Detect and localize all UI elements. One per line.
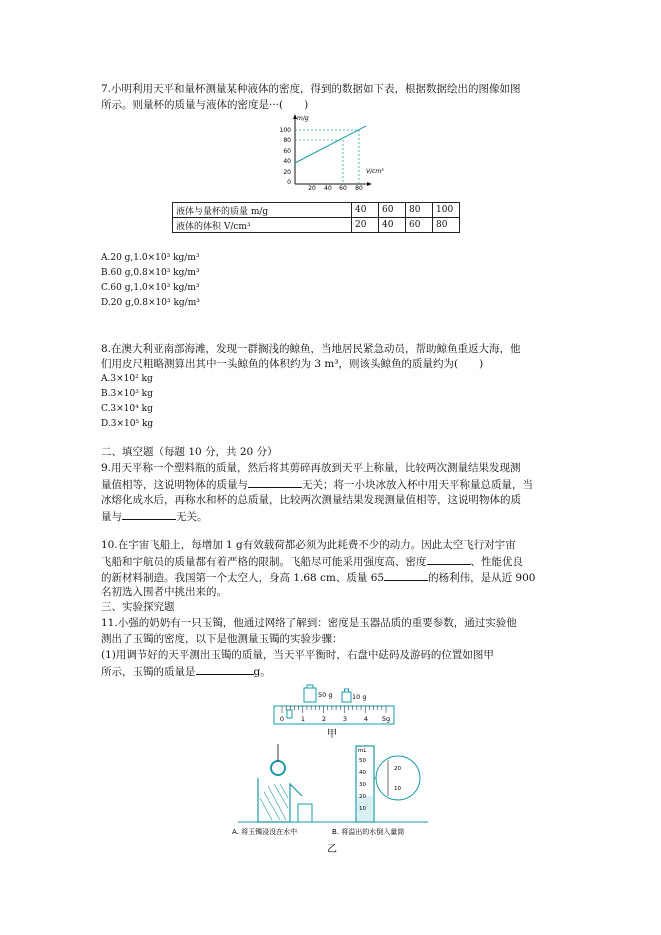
q10-line3-text-b: 的杨利伟，是从近 900 [428, 572, 536, 584]
table-cell: 80 [406, 203, 433, 218]
figure-yi-caption: 乙 [327, 844, 337, 855]
q9-line2-text-a: 量值相等，这说明物体的质量与 [101, 479, 248, 491]
y-tick: 60 [283, 148, 291, 155]
q10-line3-text-a: 的新材料制造。我国第一个太空人，身高 1.68 cm、质量 65 [101, 572, 385, 584]
small-beaker [298, 804, 312, 822]
q11-line4-text-b: g。 [253, 666, 271, 678]
figure-jia [270, 680, 400, 740]
ruler-ticks [282, 706, 386, 713]
table-cell: 液体与量杯的质量 m/g [173, 203, 352, 218]
y-axis-label: m/g [297, 115, 309, 122]
weight-50g-label: 50 g [318, 691, 333, 699]
q11-blank-1[interactable] [196, 664, 254, 675]
figure-yi-caption-a: A. 将玉镯浸没在水中 [232, 828, 298, 836]
q8-line1: 8.在澳大利亚南部海滩，发现一群搁浅的鲸鱼，当地居民紧急动员，帮助鲸鱼重返大海，他 [101, 343, 521, 355]
q10-line2 [101, 554, 523, 569]
q8-option-d: D.3×10⁵ kg [101, 419, 154, 429]
q10-line1: 10.在宇宙飞船上，每增加 1 g有效载荷都必须为此耗费不少的动力。因此太空飞行对宇宙 [101, 539, 516, 551]
ruler-rider [287, 710, 292, 718]
data-line [295, 126, 366, 163]
weight-10g [342, 692, 351, 702]
figure-jia-caption: 甲 [327, 729, 337, 740]
q10-line4: 名初选入围者中挑出来的。 [101, 586, 227, 598]
zoom-tick: 20 [394, 766, 401, 772]
ruler-tick-label: 0 [279, 715, 285, 723]
weight-50g-knob [307, 685, 313, 688]
table-row [173, 218, 460, 233]
cylinder-tick: 20 [359, 794, 366, 800]
cylinder-tick: 10 [359, 806, 366, 812]
q7-graph [270, 112, 400, 192]
table-cell: 液体的体积 V/cm³ [173, 218, 352, 233]
cylinder-tick: 40 [359, 770, 366, 776]
weight-50g [304, 688, 316, 702]
ruler-tick-label: 4 [363, 715, 369, 723]
ruler-tick-label: 1 [300, 715, 306, 723]
x-axis-arrow [367, 182, 372, 186]
y-tick: 40 [283, 158, 291, 165]
q8-line2: 们用皮尺粗略测算出其中一头鲸鱼的体积约为 3 m³，则该头鲸鱼的质量约为( ) [101, 358, 484, 370]
weight-10g-knob [345, 689, 349, 692]
x-axis-label: V/cm³ [366, 168, 384, 175]
y-tick: 100 [279, 127, 291, 134]
y-tick: 80 [283, 137, 291, 144]
q10-line3 [101, 570, 535, 585]
q9-line4-text-a: 量与 [101, 511, 122, 523]
x-tick: 40 [324, 185, 332, 192]
q8-option-a: A.3×10² kg [101, 374, 153, 384]
q10-line2-text-b: 、性能优良 [470, 556, 523, 568]
x-tick: 20 [308, 185, 316, 192]
q7-line1: 7.小明利用天平和量杯测量某种液体的密度，得到的数据如下表，根据数据绘出的图像如图 [101, 83, 521, 95]
figure-yi [228, 738, 448, 858]
q8-option-c: C.3×10⁴ kg [101, 404, 153, 414]
q8-option-b: B.3×10³ kg [101, 389, 153, 399]
table-cell: 20 [352, 218, 379, 233]
q11-line3: (1)用调节好的天平测出玉镯的质量，当天平平衡时，右盘中砝码及游码的位置如图甲 [101, 649, 494, 661]
cylinder-tick: 30 [359, 782, 366, 788]
q9-blank-2[interactable] [122, 509, 176, 520]
table-cell: 80 [433, 218, 460, 233]
y-tick: 20 [283, 169, 291, 176]
table-row [173, 203, 460, 218]
q9-blank-1[interactable] [248, 477, 302, 488]
table-cell: 40 [379, 218, 406, 233]
cylinder-tick: 50 [359, 758, 366, 764]
q9-line4-text-b: 无关。 [176, 511, 208, 523]
section-3-heading: 三、实验探究题 [101, 601, 175, 613]
table-cell: 40 [352, 203, 379, 218]
q9-line4 [101, 509, 208, 524]
weight-10g-label: 10 g [352, 693, 367, 701]
q7-option-b: B.60 g,0.8×10³ kg/m³ [101, 268, 200, 278]
q7-line2: 所示。则量杯的质量与液体的密度是···( ) [101, 99, 309, 111]
q11-line1: 11.小强的奶奶有一只玉镯，他通过网络了解到：密度是玉器品质的重要参数，通过实验他 [101, 617, 517, 629]
x-tick: 60 [339, 185, 347, 192]
q9-line3: 冰熔化成水后，再称水和杯的总质量，比较两次测量结果发现测量值相等，这说明物体的质 [101, 494, 521, 506]
q11-line4-text-a: 所示，玉镯的质量是 [101, 666, 196, 678]
q10-blank-2[interactable] [384, 570, 428, 581]
x-tick: 80 [355, 185, 363, 192]
section-2-heading: 二、填空题（每题 10 分，共 20 分） [101, 446, 278, 458]
q11-line4 [101, 664, 271, 679]
q11-line2: 测出了玉镯的密度，以下是他测量玉镯的实验步骤： [101, 633, 343, 645]
q10-line2-text-a: 飞船和宇航员的质量都有着严格的限制。飞船尽可能采用强度高、密度 [101, 556, 427, 568]
table-cell: 100 [433, 203, 460, 218]
ruler-tick-label: 2 [321, 715, 327, 723]
ruler-tick-label: 3 [342, 715, 348, 723]
ruler-tick-label: 5g [381, 715, 391, 723]
q7-option-d: D.20 g,0.8×10³ kg/m³ [101, 298, 200, 308]
q9-line1: 9.用天平称一个塑料瓶的质量，然后将其剪碎再放到天平上称量，比较两次测量结果发现测 [101, 462, 521, 474]
zoom-tick: 10 [394, 786, 401, 792]
q7-option-a: A.20 g,1.0×10³ kg/m³ [101, 253, 200, 263]
q9-line2 [101, 477, 533, 492]
q10-blank-1[interactable] [427, 554, 471, 565]
table-cell: 60 [406, 218, 433, 233]
jade-bracelet [271, 761, 285, 775]
q7-table [172, 202, 460, 233]
cylinder-unit: mL [358, 748, 367, 754]
table-cell: 60 [379, 203, 406, 218]
q7-option-c: C.60 g,1.0×10³ kg/m³ [101, 283, 200, 293]
figure-yi-caption-b: B. 将溢出的水倒入量筒 [332, 828, 405, 836]
water-hatch [260, 784, 288, 820]
q9-line2-text-b: 无关；将一小块冰放入杯中用天平称量总质量，当 [302, 479, 533, 491]
zoom-lens [376, 756, 420, 800]
y-tick: 0 [287, 179, 291, 186]
